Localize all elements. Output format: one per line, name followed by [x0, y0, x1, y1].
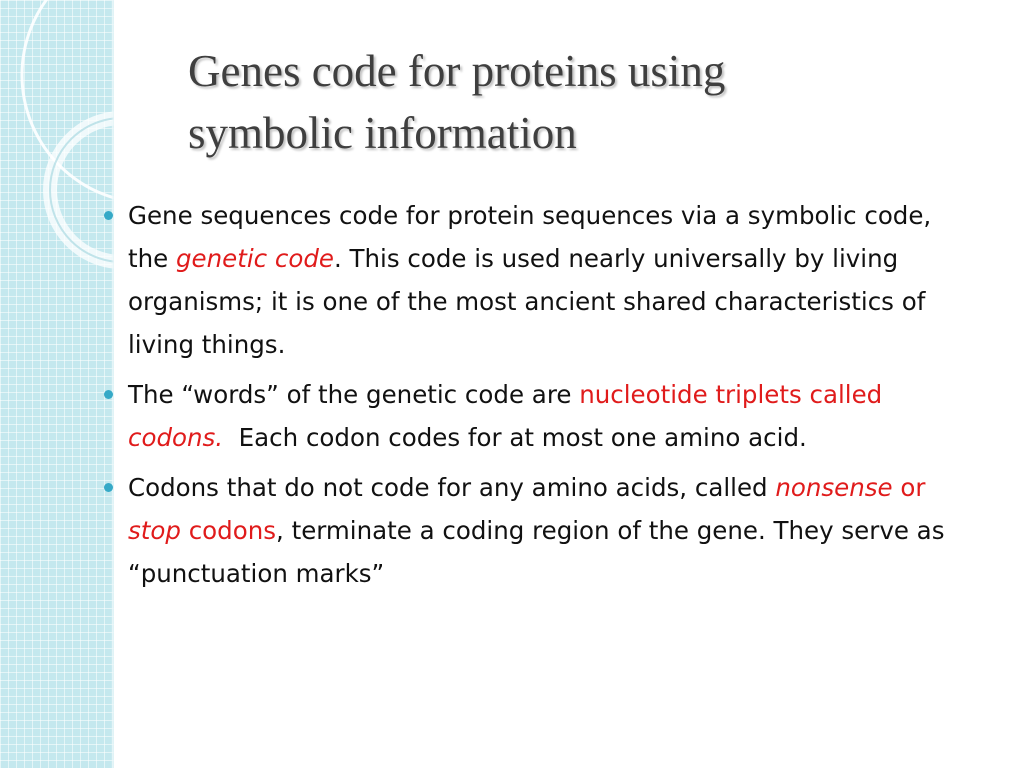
- bullet-run-highlight: genetic code: [176, 244, 334, 273]
- decorative-sidebar: [0, 0, 114, 768]
- bullet-dot-icon: [104, 390, 113, 399]
- bullet-run-highlight: codons: [180, 516, 277, 545]
- bullet-run-highlight: or: [892, 473, 926, 502]
- bullet-run: , terminate a coding region of the gene. They serve as “punctuation marks”: [128, 516, 945, 588]
- bullet-list: [128, 194, 958, 602]
- slide-title-line-2: symbolic information: [188, 108, 577, 158]
- bullet-run: Gene sequences code for protein sequences via a symbolic code, the: [128, 201, 932, 273]
- bullet-run-highlight: nonsense: [775, 473, 893, 502]
- bullet-run: Each codon codes for at most one amino acid.: [223, 423, 807, 452]
- bullet-run-highlight: stop: [128, 516, 181, 545]
- slide-title-line-1: Genes code for proteins using: [188, 46, 726, 96]
- bullet-dot-icon: [104, 483, 113, 492]
- slide-title: [188, 40, 988, 164]
- bullet-run-highlight: nucleotide triplets called: [579, 380, 883, 409]
- bullet-item-codons: [128, 373, 958, 459]
- bullet-run: . This code is used nearly universally by living organisms; it is one of the most ancient shared characteristics of living things.: [128, 244, 926, 359]
- bullet-run-highlight: codons.: [128, 423, 224, 452]
- bullet-run: The “words” of the genetic code are: [128, 380, 580, 409]
- bullet-item-stop-codons: [128, 466, 958, 595]
- bullet-item-genetic-code: [128, 194, 958, 366]
- bullet-run: Codons that do not code for any amino acids, called: [128, 473, 776, 502]
- bullet-dot-icon: [104, 211, 113, 220]
- decorative-circles: [0, 0, 114, 768]
